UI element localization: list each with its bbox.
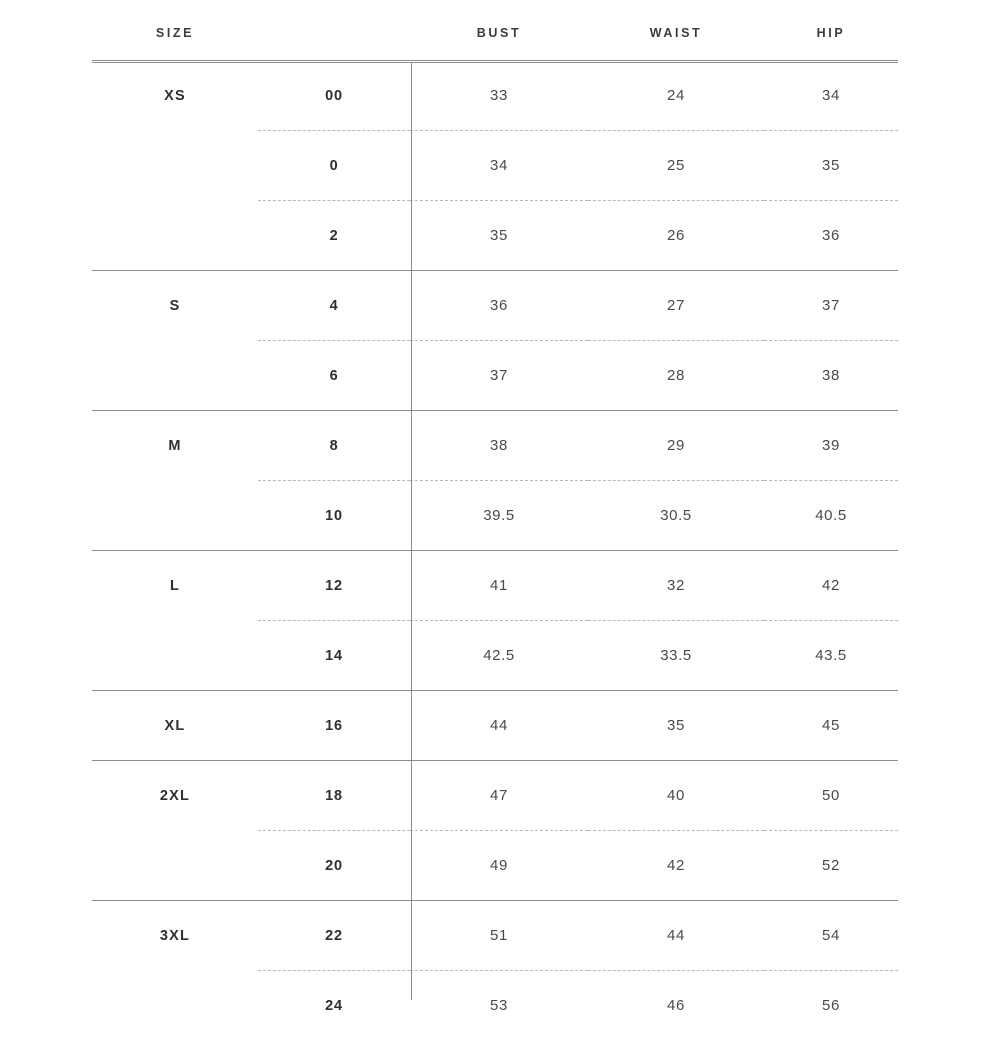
cell-numeric-size: 20 [258, 831, 410, 901]
table-row [92, 831, 898, 901]
cell-bust: 36 [410, 271, 588, 341]
cell-numeric-size: 0 [258, 131, 410, 201]
cell-waist: 28 [588, 341, 764, 411]
cell-size [92, 621, 258, 691]
cell-numeric-size: 18 [258, 761, 410, 831]
table-body [92, 61, 898, 1040]
table-row [92, 131, 898, 201]
cell-hip: 39 [764, 411, 898, 481]
cell-hip: 40.5 [764, 481, 898, 551]
cell-hip: 35 [764, 131, 898, 201]
table-row [92, 761, 898, 831]
cell-hip: 43.5 [764, 621, 898, 691]
cell-numeric-size: 22 [258, 901, 410, 971]
cell-bust: 37 [410, 341, 588, 411]
cell-hip: 54 [764, 901, 898, 971]
cell-numeric-size: 6 [258, 341, 410, 411]
cell-numeric-size: 8 [258, 411, 410, 481]
cell-bust: 51 [410, 901, 588, 971]
cell-bust: 41 [410, 551, 588, 621]
cell-size: S [92, 271, 258, 341]
cell-size [92, 971, 258, 1040]
table-row [92, 971, 898, 1040]
column-header-waist: WAIST [588, 16, 764, 61]
cell-size: XL [92, 691, 258, 761]
cell-waist: 35 [588, 691, 764, 761]
cell-numeric-size: 2 [258, 201, 410, 271]
cell-numeric-size: 12 [258, 551, 410, 621]
table-row [92, 61, 898, 131]
header-row [92, 16, 898, 61]
cell-waist: 26 [588, 201, 764, 271]
cell-numeric-size: 24 [258, 971, 410, 1040]
cell-bust: 49 [410, 831, 588, 901]
cell-hip: 45 [764, 691, 898, 761]
size-chart-table [92, 16, 898, 1040]
cell-bust: 39.5 [410, 481, 588, 551]
column-header-size: SIZE [92, 16, 258, 61]
cell-waist: 30.5 [588, 481, 764, 551]
cell-waist: 42 [588, 831, 764, 901]
cell-waist: 46 [588, 971, 764, 1040]
cell-hip: 37 [764, 271, 898, 341]
cell-size: XS [92, 61, 258, 131]
cell-waist: 33.5 [588, 621, 764, 691]
cell-hip: 34 [764, 61, 898, 131]
cell-size: 2XL [92, 761, 258, 831]
cell-hip: 36 [764, 201, 898, 271]
cell-numeric-size: 14 [258, 621, 410, 691]
cell-size [92, 481, 258, 551]
cell-size [92, 831, 258, 901]
table-row [92, 481, 898, 551]
cell-bust: 44 [410, 691, 588, 761]
column-header-numeric [258, 16, 410, 61]
cell-size: 3XL [92, 901, 258, 971]
cell-bust: 47 [410, 761, 588, 831]
cell-hip: 42 [764, 551, 898, 621]
table-row [92, 691, 898, 761]
cell-bust: 42.5 [410, 621, 588, 691]
cell-bust: 34 [410, 131, 588, 201]
cell-numeric-size: 16 [258, 691, 410, 761]
column-header-hip: HIP [764, 16, 898, 61]
table-row [92, 411, 898, 481]
cell-waist: 32 [588, 551, 764, 621]
table-row [92, 201, 898, 271]
cell-bust: 38 [410, 411, 588, 481]
cell-hip: 52 [764, 831, 898, 901]
cell-size [92, 341, 258, 411]
cell-hip: 56 [764, 971, 898, 1040]
cell-waist: 27 [588, 271, 764, 341]
table-header [92, 16, 898, 61]
cell-size [92, 201, 258, 271]
cell-waist: 29 [588, 411, 764, 481]
cell-bust: 35 [410, 201, 588, 271]
cell-bust: 53 [410, 971, 588, 1040]
header-divider [92, 62, 898, 63]
table-row [92, 901, 898, 971]
cell-size: M [92, 411, 258, 481]
table-row [92, 621, 898, 691]
table-row [92, 271, 898, 341]
cell-numeric-size: 00 [258, 61, 410, 131]
table-row [92, 551, 898, 621]
cell-numeric-size: 4 [258, 271, 410, 341]
column-header-bust: BUST [410, 16, 588, 61]
cell-waist: 40 [588, 761, 764, 831]
vertical-divider [411, 62, 412, 1000]
cell-waist: 44 [588, 901, 764, 971]
cell-hip: 38 [764, 341, 898, 411]
cell-hip: 50 [764, 761, 898, 831]
cell-numeric-size: 10 [258, 481, 410, 551]
cell-bust: 33 [410, 61, 588, 131]
cell-size: L [92, 551, 258, 621]
cell-waist: 24 [588, 61, 764, 131]
cell-size [92, 131, 258, 201]
cell-waist: 25 [588, 131, 764, 201]
table-row [92, 341, 898, 411]
